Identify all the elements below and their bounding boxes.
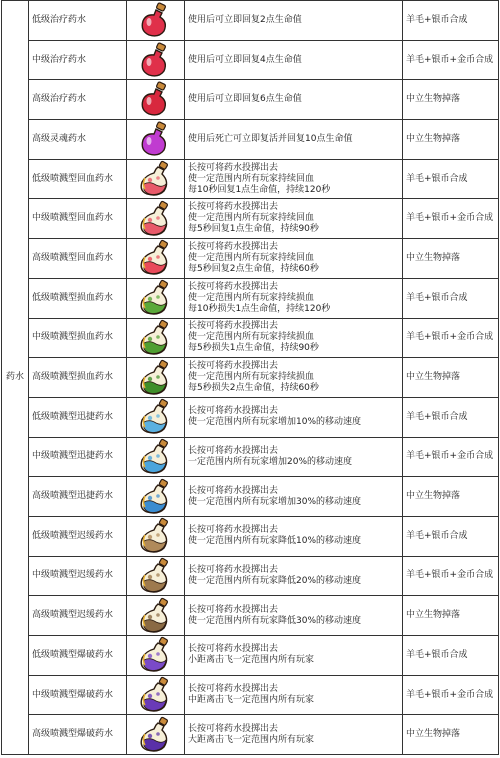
potion-name: 高级喷溅型回血药水 bbox=[29, 239, 127, 279]
table-row bbox=[2, 556, 499, 596]
potion-source: 中立生物掉落 bbox=[403, 596, 499, 636]
potion-description: 长按可将药水投掷出去 使一定范围内所有玩家持续损血 每5秒损失2点生命值，持续60秒 bbox=[185, 358, 403, 398]
potion-image-cell bbox=[127, 437, 185, 477]
potion-image-cell bbox=[127, 80, 185, 120]
potion-description: 长按可将药水投掷出去 使一定范围内所有玩家持续损血 每10秒损失1点生命值，持续120秒 bbox=[185, 278, 403, 318]
potion-image-cell bbox=[127, 397, 185, 437]
potion-description: 使用后可立即回复4点生命值 bbox=[185, 40, 403, 80]
potion-name: 高级喷溅型损血药水 bbox=[29, 358, 127, 398]
potion-description: 长按可将药水投掷出去 使一定范围内所有玩家持续回血 每10秒回复1点生命值，持续120秒 bbox=[185, 159, 403, 199]
table-row bbox=[2, 477, 499, 517]
potion-source: 羊毛+银币+金币合成 bbox=[403, 199, 499, 239]
round-potion-icon bbox=[137, 81, 175, 118]
potion-name: 低级喷溅型迅捷药水 bbox=[29, 397, 127, 437]
table-row bbox=[2, 278, 499, 318]
splash-potion-icon bbox=[136, 676, 176, 714]
potion-source: 中立生物掉落 bbox=[403, 477, 499, 517]
table-row bbox=[2, 715, 499, 755]
splash-potion-icon bbox=[136, 359, 176, 397]
potion-description: 使用后可立即回复6点生命值 bbox=[185, 80, 403, 120]
splash-potion-icon bbox=[136, 160, 176, 198]
table-row bbox=[2, 159, 499, 199]
potion-image-cell bbox=[127, 715, 185, 755]
potion-name: 低级喷溅型爆破药水 bbox=[29, 636, 127, 676]
splash-potion-icon bbox=[136, 716, 176, 754]
potion-name: 低级治疗药水 bbox=[29, 1, 127, 41]
potion-source: 羊毛+银币合成 bbox=[403, 159, 499, 199]
table-row bbox=[2, 199, 499, 239]
table-row bbox=[2, 80, 499, 120]
potion-description: 长按可将药水投掷出去 使一定范围内所有玩家持续回血 每5秒回复2点生命值，持续60秒 bbox=[185, 239, 403, 279]
splash-potion-icon bbox=[136, 319, 176, 357]
potion-description: 长按可将药水投掷出去 使一定范围内所有玩家降低10%的移动速度 bbox=[185, 516, 403, 556]
potion-description: 长按可将药水投掷出去 使一定范围内所有玩家降低20%的移动速度 bbox=[185, 556, 403, 596]
potion-source: 羊毛+银币+金币合成 bbox=[403, 556, 499, 596]
potion-name: 低级喷溅型迟缓药水 bbox=[29, 516, 127, 556]
potion-source: 羊毛+银币合成 bbox=[403, 397, 499, 437]
potion-source: 羊毛+银币+金币合成 bbox=[403, 318, 499, 358]
potion-table-body bbox=[2, 1, 499, 755]
table-row bbox=[2, 397, 499, 437]
potion-source: 羊毛+银币+金币合成 bbox=[403, 40, 499, 80]
potion-source: 羊毛+银币合成 bbox=[403, 636, 499, 676]
potion-name: 低级喷溅型损血药水 bbox=[29, 278, 127, 318]
table-row bbox=[2, 596, 499, 636]
potion-name: 中级喷溅型损血药水 bbox=[29, 318, 127, 358]
potion-image-cell bbox=[127, 159, 185, 199]
potion-image-cell bbox=[127, 556, 185, 596]
potion-description: 长按可将药水投掷出去 使一定范围内所有玩家降低30%的移动速度 bbox=[185, 596, 403, 636]
potion-name: 高级灵魂药水 bbox=[29, 120, 127, 160]
potion-description: 使用后可立即回复2点生命值 bbox=[185, 1, 403, 41]
table-row bbox=[2, 1, 499, 41]
table-row bbox=[2, 358, 499, 398]
splash-potion-icon bbox=[136, 200, 176, 238]
table-row bbox=[2, 120, 499, 160]
splash-potion-icon bbox=[136, 279, 176, 317]
splash-potion-icon bbox=[136, 438, 176, 476]
potion-source: 羊毛+银币+金币合成 bbox=[403, 675, 499, 715]
potion-table bbox=[1, 0, 499, 755]
category-label: 药水 bbox=[2, 1, 29, 755]
potion-name: 低级喷溅型回血药水 bbox=[29, 159, 127, 199]
round-potion-icon bbox=[137, 2, 175, 39]
potion-name: 高级治疗药水 bbox=[29, 80, 127, 120]
potion-image-cell bbox=[127, 358, 185, 398]
potion-description: 长按可将药水投掷出去 小距离击飞一定范围内所有玩家 bbox=[185, 636, 403, 676]
table-row bbox=[2, 636, 499, 676]
potion-description: 长按可将药水投掷出去 一定范围内所有玩家增加20%的移动速度 bbox=[185, 437, 403, 477]
potion-image-cell bbox=[127, 477, 185, 517]
potion-source: 中立生物掉落 bbox=[403, 715, 499, 755]
table-row bbox=[2, 40, 499, 80]
potion-name: 中级喷溅型迟缓药水 bbox=[29, 556, 127, 596]
potion-description: 长按可将药水投掷出去 中距离击飞一定范围内所有玩家 bbox=[185, 675, 403, 715]
potion-name: 中级治疗药水 bbox=[29, 40, 127, 80]
potion-name: 高级喷溅型迅捷药水 bbox=[29, 477, 127, 517]
splash-potion-icon bbox=[136, 517, 176, 555]
potion-image-cell bbox=[127, 516, 185, 556]
potion-image-cell bbox=[127, 120, 185, 160]
potion-source: 中立生物掉落 bbox=[403, 358, 499, 398]
splash-potion-icon bbox=[136, 398, 176, 436]
potion-image-cell bbox=[127, 199, 185, 239]
potion-image-cell bbox=[127, 239, 185, 279]
splash-potion-icon bbox=[136, 478, 176, 516]
potion-source: 羊毛+银币合成 bbox=[403, 516, 499, 556]
potion-image-cell bbox=[127, 1, 185, 41]
potion-description: 长按可将药水投掷出去 使一定范围内所有玩家持续回血 每5秒回复1点生命值，持续90秒 bbox=[185, 199, 403, 239]
potion-description: 长按可将药水投掷出去 使一定范围内所有玩家持续损血 每5秒损失1点生命值，持续90秒 bbox=[185, 318, 403, 358]
potion-description: 使用后死亡可立即复活并回复10点生命值 bbox=[185, 120, 403, 160]
potion-source: 中立生物掉落 bbox=[403, 239, 499, 279]
potion-source: 羊毛+银币+金币合成 bbox=[403, 437, 499, 477]
potion-name: 高级喷溅型迟缓药水 bbox=[29, 596, 127, 636]
potion-name: 高级喷溅型爆破药水 bbox=[29, 715, 127, 755]
table-row bbox=[2, 318, 499, 358]
potion-source: 羊毛+银币合成 bbox=[403, 278, 499, 318]
potion-description: 长按可将药水投掷出去 使一定范围内所有玩家增加30%的移动速度 bbox=[185, 477, 403, 517]
potion-description: 长按可将药水投掷出去 大距离击飞一定范围内所有玩家 bbox=[185, 715, 403, 755]
potion-source: 羊毛+银币合成 bbox=[403, 1, 499, 41]
table-row bbox=[2, 675, 499, 715]
potion-name: 中级喷溅型爆破药水 bbox=[29, 675, 127, 715]
splash-potion-icon bbox=[136, 597, 176, 635]
splash-potion-icon bbox=[136, 239, 176, 277]
potion-image-cell bbox=[127, 636, 185, 676]
table-row bbox=[2, 516, 499, 556]
potion-name: 中级喷溅型回血药水 bbox=[29, 199, 127, 239]
splash-potion-icon bbox=[136, 557, 176, 595]
table-row bbox=[2, 239, 499, 279]
potion-description: 长按可将药水投掷出去 使一定范围内所有玩家增加10%的移动速度 bbox=[185, 397, 403, 437]
potion-name: 中级喷溅型迅捷药水 bbox=[29, 437, 127, 477]
potion-source: 中立生物掉落 bbox=[403, 120, 499, 160]
potion-image-cell bbox=[127, 40, 185, 80]
round-potion-icon bbox=[137, 42, 175, 79]
potion-image-cell bbox=[127, 278, 185, 318]
splash-potion-icon bbox=[136, 636, 176, 674]
potion-image-cell bbox=[127, 318, 185, 358]
potion-image-cell bbox=[127, 596, 185, 636]
table-row bbox=[2, 437, 499, 477]
round-potion-icon bbox=[137, 121, 175, 158]
potion-source: 中立生物掉落 bbox=[403, 80, 499, 120]
potion-image-cell bbox=[127, 675, 185, 715]
